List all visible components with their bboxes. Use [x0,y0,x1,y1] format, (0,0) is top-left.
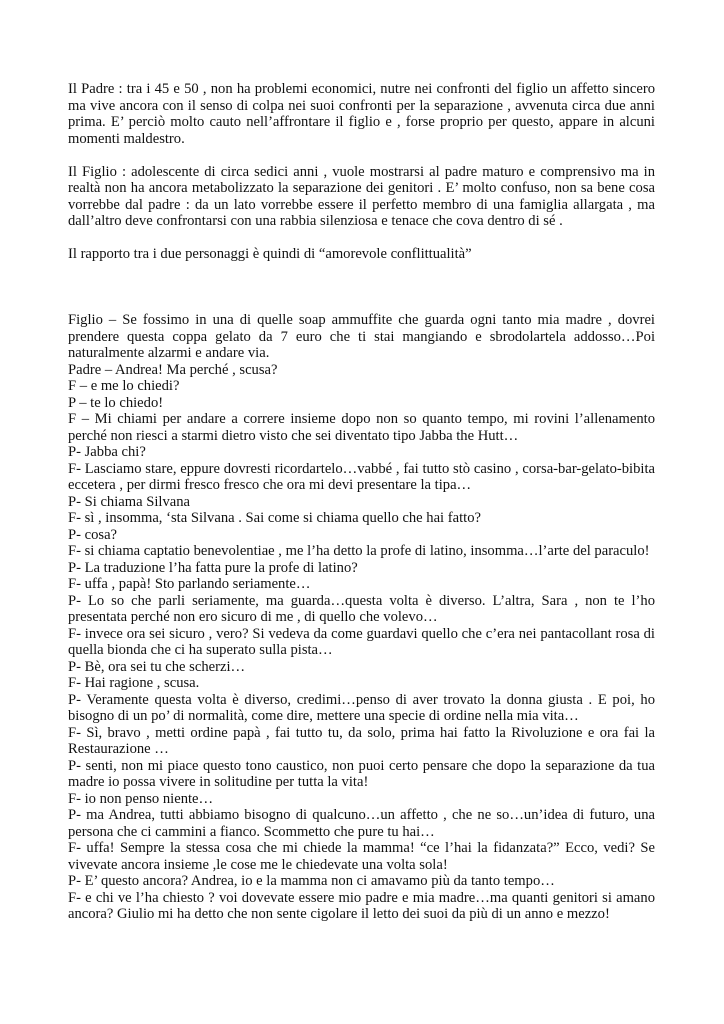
dialogue-line: P- senti, non mi piace questo tono caustico, non puoi certo pensare che dopo la separazione da tua madre io possa vivere in solitudine per tutta la vita! [68,757,655,790]
dialogue-line: F- io non penso niente… [68,790,214,807]
dialogue-line: F – e me lo chiedi? [68,378,180,394]
dialogue-line: P- ma Andrea, tutti abbiamo bisogno di qualcuno…un affetto , che ne so…un’idea di futuro, una persona che ci cammini a fianco. Scommetto che pure tu hai… [68,807,655,840]
dialogue-line: F- si chiama captatio benevolentiae , me l’ha detto la profe di latino, insomma…l’arte del paraculo! [68,543,650,559]
dialogue-line: F- invece ora sei sicuro , vero? Si vedeva da come guardavi quello che c’era nei pantacollant rosa di quella bionda che ci ha superato sulla pista… [68,625,655,658]
dialogue-line: P – te lo chiedo! [68,394,164,411]
dialogue-line: F- Lasciamo stare, eppure dovresti ricordartelo…vabbé , fai tutto stò casino , corsa-bar-gelato-bibita eccetera , per dirmi fresco fresco che ora mi devi presentare la tipa… [68,460,655,493]
dialogue-line: F- uffa , papà! Sto parlando seriamente… [68,576,311,592]
dialogue-line: F- e chi ve l’ha chiesto ? voi dovevate essere mio padre e mia madre…ma quanti genitori si amano ancora? Giulio mi ha detto che non sente cigolare il letto dei suoi da più di un anno e mezzo! [68,889,655,922]
dialogue-line: P- cosa? [68,526,118,543]
intro-padre-paragraph: Il Padre : tra i 45 e 50 , non ha problemi economici, nutre nei confronti del figlio un affetto sincero ma vive ancora con il senso di colpa nei suoi confronti per la separazione , avvenuta circa due anni prima. E’ perciò molto cauto nell’affrontare il figlio e , forse proprio per questo, appare in alcuni momenti maldestro. [68,81,655,147]
intro-figlio-paragraph: Il Figlio : adolescente di circa sedici anni , vuole mostrarsi al padre maturo e comprensivo ma in realtà non ha ancora metabolizzato la separazione dei genitori . E’ molto confuso, non sa bene cosa vorrebbe dal padre : da un lato vorrebbe essere il perfetto membro di una famiglia allargata , ma dall’altro deve confrontarsi con una rabbia silenziosa e tenace che cova dentro di sé . [68,163,655,229]
intro-rapporto-paragraph: Il rapporto tra i due personaggi è quindi di “amorevole conflittualità” [68,246,472,262]
dialogue-line: Figlio – Se fossimo in una di quelle soap ammuffite che guarda ogni tanto mia madre , dovrei prendere questa coppa gelato da 7 euro che ti stai mangiando e sbrodolartela addosso…Poi naturalmente alzarmi e andare via. [68,312,655,361]
dialogue-line: P- Veramente questa volta è diverso, credimi…penso di aver trovato la donna giusta . E poi, ho bisogno di un po’ di normalità, come dire, mettere una specie di ordine nella mia vita… [68,691,655,724]
dialogue-line: P- Jabba chi? [68,444,146,460]
section-gap [68,279,655,312]
dialogue-line: P- E’ questo ancora? Andrea, io e la mamma non ci amavamo più da tanto tempo… [68,873,555,889]
document-page [68,81,655,923]
dialogue-line: P- Si chiama Silvana [68,493,191,510]
dialogue-line: P- Lo so che parli seriamente, ma guarda…questa volta è diverso. L’altra, Sara , non te l’ho presentata perché non ero sicuro di me , di quello che volevo… [68,592,655,625]
dialogue-line: F- Hai ragione , scusa. [68,675,200,691]
dialogue-line: F- uffa! Sempre la stessa cosa che mi chiede la mamma! “ce l’hai la fidanzata?” Ecco, vedi? Se vivevate ancora insieme ,le cose me le chiedevate una volta sola! [68,840,655,873]
dialogue-line: F- Sì, bravo , metti ordine papà , fai tutto tu, da solo, prima hai fatto la Rivoluzione e ora fai la Restaurazione … [68,724,655,757]
dialogue-line: F- sì , insomma, ‘sta Silvana . Sai come si chiama quello che hai fatto? [68,510,481,526]
dialogue-line: P- Bè, ora sei tu che scherzi… [68,658,246,675]
dialogue-line: F – Mi chiami per andare a correre insieme dopo non so quanto tempo, mi rovini l’allenamento perché non riesci a starmi dietro visto che sei diventato tipo Jabba the Hutt… [68,411,655,444]
dialogue-section [68,312,655,923]
dialogue-line: P- La traduzione l’ha fatta pure la profe di latino? [68,559,358,576]
dialogue-line: Padre – Andrea! Ma perché , scusa? [68,361,278,378]
